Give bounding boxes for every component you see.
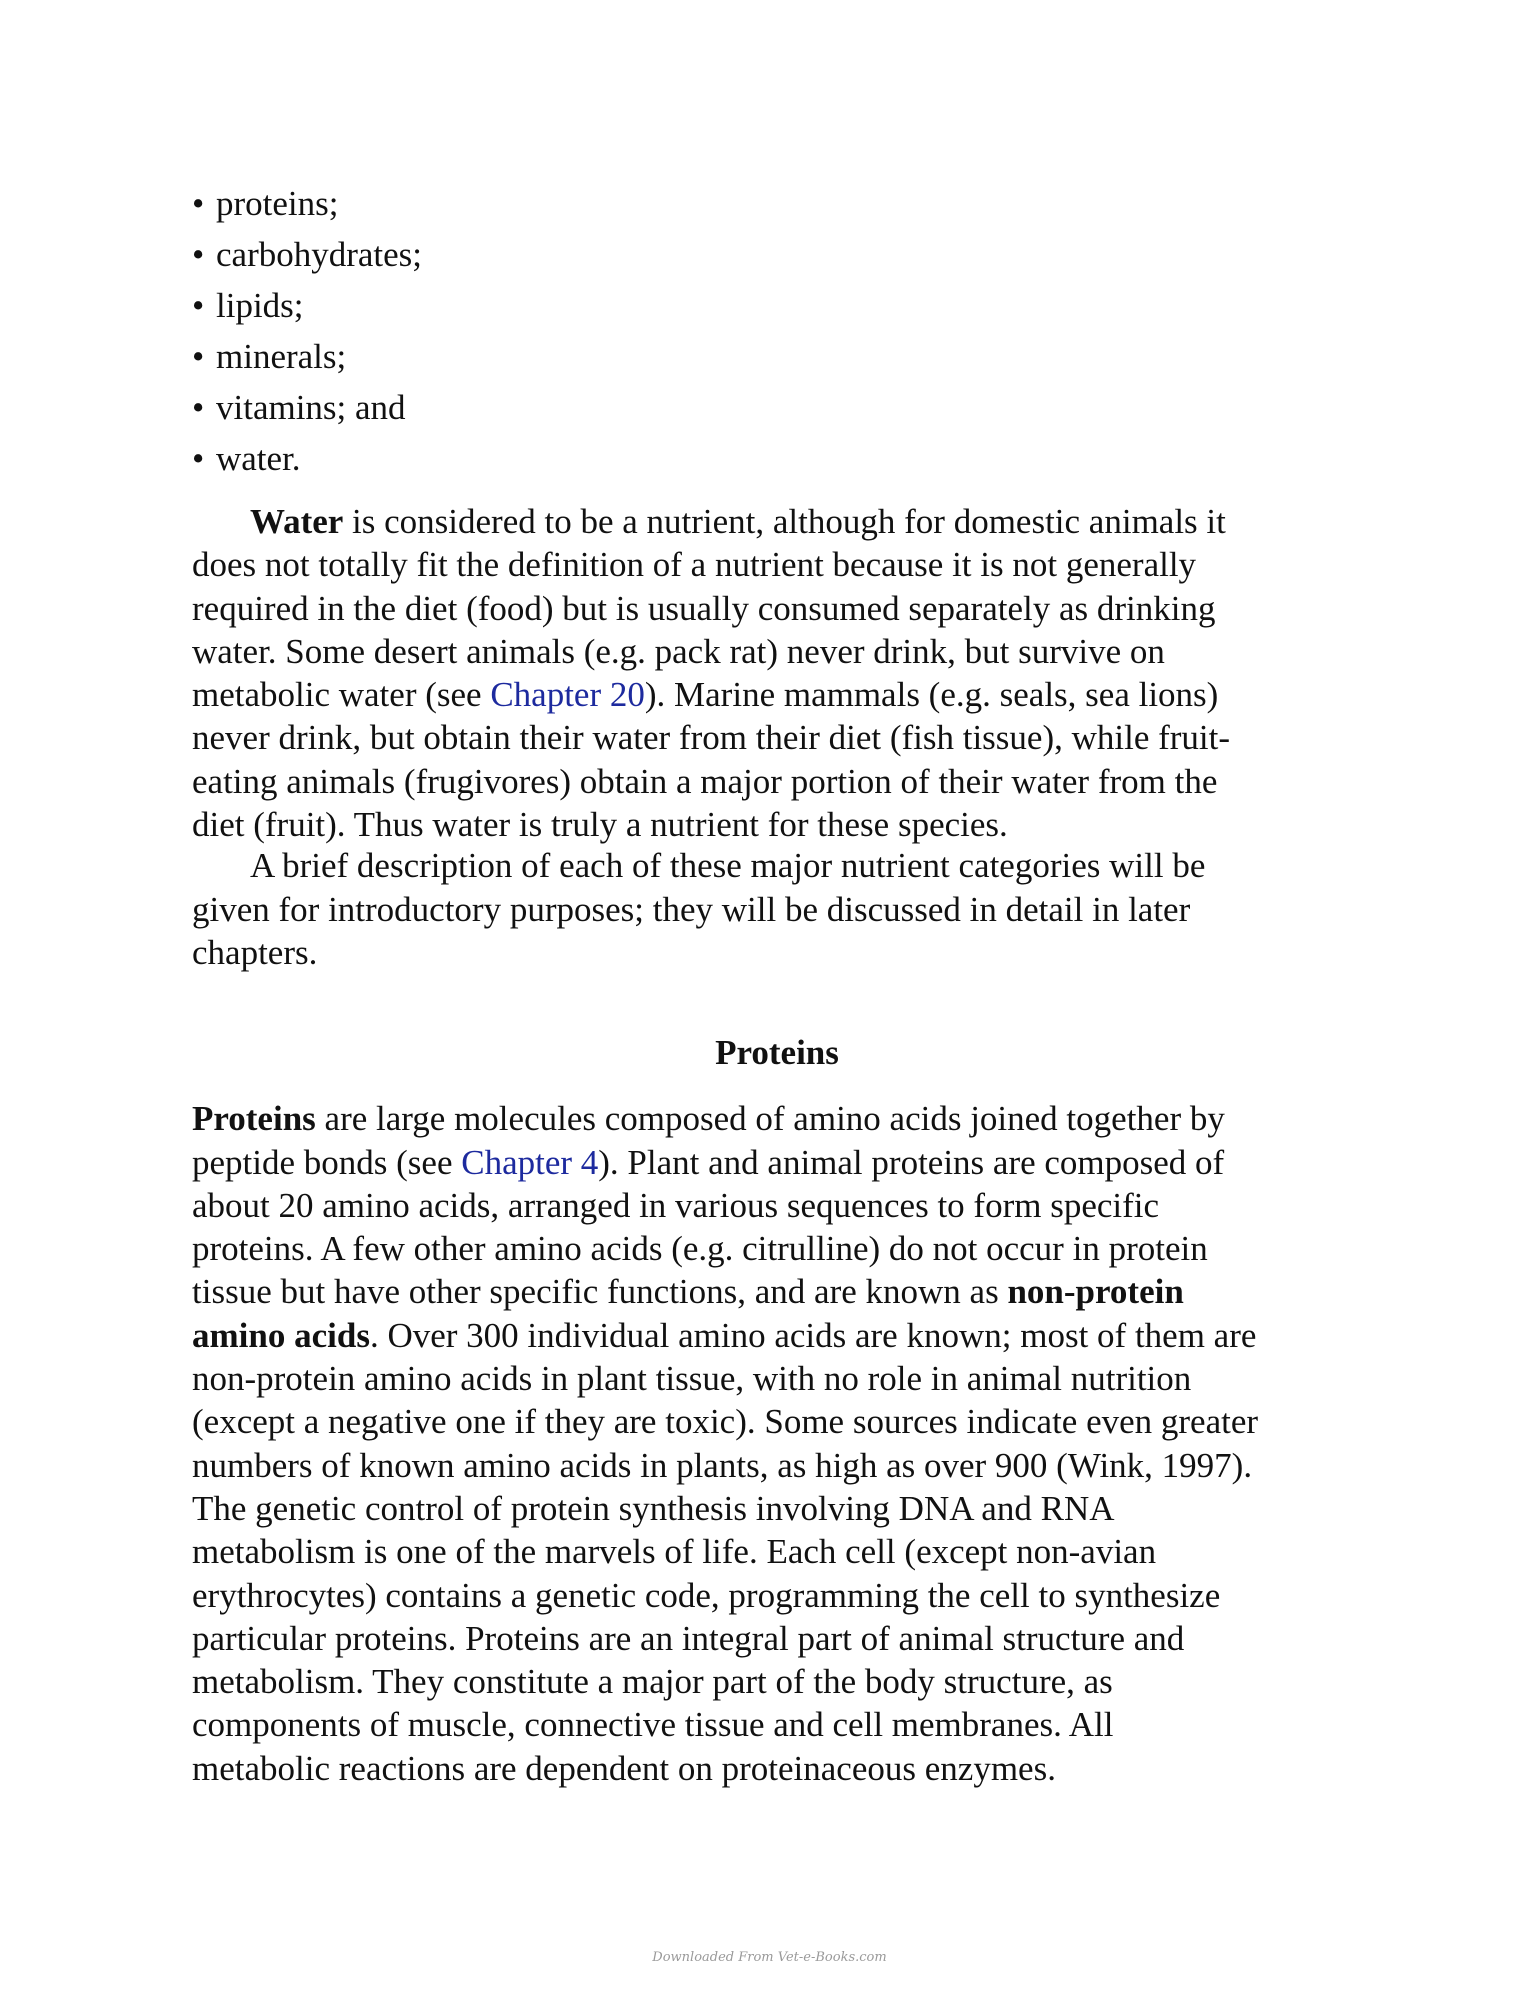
chapter-4-link[interactable]: Chapter 4 bbox=[461, 1142, 599, 1182]
bold-term-non-protein: non-protein bbox=[1007, 1272, 1184, 1312]
chapter-20-link[interactable]: Chapter 20 bbox=[490, 675, 645, 715]
document-page bbox=[192, 178, 1362, 1790]
nutrient-list bbox=[192, 178, 1362, 484]
list-item: • water. bbox=[192, 433, 1362, 484]
list-item: • minerals; bbox=[192, 331, 1362, 382]
proteins-paragraph: Proteins are large molecules composed of amino acids joined together by peptide bonds (see Chapter 4). Plant and animal proteins are composed of about 20 amino acids, arranged in various sequences to form specific proteins. A few other amino acids (e.g. citrulline) do not occur in protein tissue but have other specific functions, and are known as non-protein amino acids. Over 300 individual amino acids are known; most of them are non-protein amino acids in plant tissue, with no role in animal nutrition (except a negative one if they are toxic). Some sources indicate even greater numbers of known amino acids in plants, as high as over 900 (Wink, 1997). The genetic control of protein synthesis involving DNA and RNA metabolism is one of the marvels of life. Each cell (except non-avian erythrocytes) contains a genetic code, programming the cell to synthesize particular proteins. Proteins are an integral part of animal structure and metabolism. They constitute a major part of the body structure, as components of muscle, connective tissue and cell membranes. All metabolic reactions are dependent on proteinaceous enzymes. bbox=[192, 1099, 1259, 1788]
footer-watermark: Downloaded From Vet-e-Books.com bbox=[652, 1950, 887, 1965]
section-heading-proteins: Proteins bbox=[715, 1033, 839, 1073]
list-item: • carbohydrates; bbox=[192, 229, 1362, 280]
bullet-icon: • bbox=[192, 388, 205, 427]
list-item: • proteins; bbox=[192, 178, 1362, 229]
bullet-icon: • bbox=[192, 235, 205, 274]
bullet-icon: • bbox=[192, 286, 205, 325]
bold-term-water: Water bbox=[250, 502, 344, 541]
list-item: • vitamins; and bbox=[192, 382, 1362, 433]
bold-term-proteins: Proteins bbox=[192, 1099, 316, 1139]
bullet-icon: • bbox=[192, 337, 205, 376]
intro-paragraph: A brief description of each of these major nutrient categories will be given for introductory purposes; they will be discussed in detail in later chapters. bbox=[192, 846, 1206, 972]
water-paragraph: Water is considered to be a nutrient, although for domestic animals it does not totally fit the definition of a nutrient because it is not generally required in the diet (food) but is usually consumed separately as drinking water. Some desert animals (e.g. pack rat) never drink, but survive on metabolic water (see Chapter 20). Marine mammals (e.g. seals, sea lions) never drink, but obtain their water from their diet (fish tissue), while fruit- eating animals (frugivores) obtain a major portion of their water from the diet (fruit). Thus water is truly a nutrient for these species. bbox=[192, 502, 1231, 845]
bullet-icon: • bbox=[192, 184, 205, 223]
bold-term-amino-acids: amino acids bbox=[192, 1315, 370, 1355]
list-item: • lipids; bbox=[192, 280, 1362, 331]
bullet-icon: • bbox=[192, 439, 205, 478]
